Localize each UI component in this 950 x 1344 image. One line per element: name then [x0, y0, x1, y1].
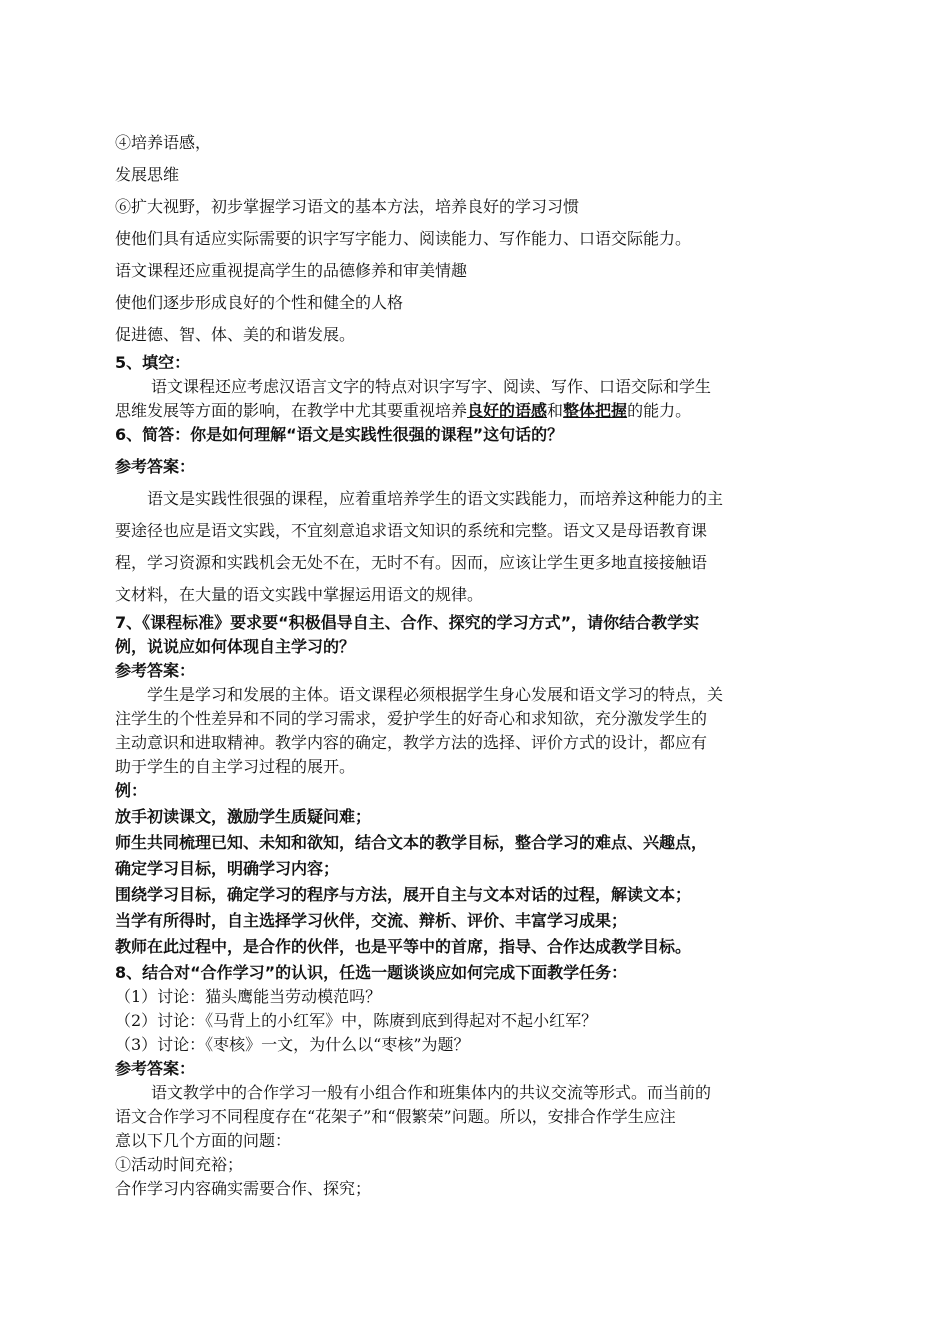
example-item: 教师在此过程中，是合作的伙伴，也是平等中的首席，指导、合作达成教学目标。 [115, 937, 692, 956]
discussion-item: （1）讨论：猫头鹰能当劳动模范吗？ [115, 987, 382, 1006]
text-line: ④培养语感， [115, 133, 212, 152]
text-line: 发展思维 [115, 165, 180, 184]
answer-text: 注学生的个性差异和不同的学习需求，爱护学生的好奇心和求知欲，充分激发学生的 [115, 709, 708, 728]
question-6-title: 6、简答：你是如何理解“语文是实践性很强的课程”这句话的？ [115, 425, 564, 444]
example-item: 放手初读课文，激励学生质疑问难； [115, 807, 372, 826]
example-item: 确定学习目标，明确学习内容； [115, 859, 340, 878]
answer-text: 程，学习资源和实践机会无处不在，无时不有。因而，应该让学生更多地直接接触语 [115, 553, 708, 572]
text-line: 使他们逐步形成良好的个性和健全的人格 [115, 293, 404, 312]
answer-text: 文材料，在大量的语文实践中掌握运用语文的规律。 [115, 585, 484, 604]
example-item: 围绕学习目标，确定学习的程序与方法，展开自主与文本对话的过程，解读文本； [115, 885, 692, 904]
example-item: 当学有所得时，自主选择学习伙伴，交流、辩析、评价、丰富学习成果； [115, 911, 628, 930]
example-item: 师生共同梳理已知、未知和欲知，结合文本的教学目标，整合学习的难点、兴趣点， [115, 833, 708, 852]
answer-text: 助于学生的自主学习过程的展开。 [115, 757, 356, 776]
answer-text: 意以下几个方面的问题： [115, 1131, 292, 1150]
answer-label: 参考答案： [115, 457, 196, 476]
answer-text: 语文教学中的合作学习一般有小组合作和班集体内的共议交流等形式。而当前的 [151, 1083, 712, 1102]
answer-text: 语文合作学习不同程度存在“花架子”和“假繁荣”问题。所以，安排合作学生应注 [115, 1107, 676, 1126]
text-line: ⑥扩大视野，初步掌握学习语文的基本方法，培养良好的学习习惯 [115, 197, 580, 216]
example-label: 例： [115, 781, 148, 800]
question-8-title: 8、结合对“合作学习”的认识，任选一题谈谈应如何完成下面教学任务： [115, 963, 628, 982]
question-7-title: 7、《课程标准》要求要“积极倡导自主、合作、探究的学习方式”，请你结合教学实 [115, 613, 700, 632]
text-line: 促进德、智、体、美的和谐发展。 [115, 325, 356, 344]
answer-text: 主动意识和进取精神。教学内容的确定，教学方法的选择、评价方式的设计，都应有 [115, 733, 708, 752]
answer-text: 要途径也应是语文实践，不宜刻意追求语文知识的系统和完整。语文又是母语教育课 [115, 521, 708, 540]
point-item: 合作学习内容确实需要合作、探究； [115, 1179, 372, 1198]
text-line: 使他们具有适应实际需要的识字写字能力、阅读能力、写作能力、口语交际能力。 [115, 229, 692, 248]
answer-text: 学生是学习和发展的主体。语文课程必须根据学生身心发展和语文学习的特点，关 [147, 685, 724, 704]
question-5-text: 语文课程还应考虑汉语言文字的特点对识字写字、阅读、写作、口语交际和学生 [151, 377, 712, 396]
discussion-item: （3）讨论：《枣核》一文，为什么以“枣核”为题？ [115, 1035, 470, 1054]
question-5-title: 5、填空： [115, 353, 191, 372]
discussion-item: （2）讨论：《马背上的小红军》中，陈赓到底到得起对不起小红军？ [115, 1011, 598, 1030]
answer-blank: 良好的语感 [467, 401, 548, 420]
answer-label: 参考答案： [115, 661, 196, 680]
text-line: 语文课程还应重视提高学生的品德修养和审美情趣 [115, 261, 468, 280]
answer-label: 参考答案： [115, 1059, 196, 1078]
question-5-text: 思维发展等方面的影响，在教学中尤其要重视培养良好的语感和整体把握的能力。 [115, 401, 692, 420]
answer-blank: 整体把握 [563, 401, 628, 420]
answer-text: 语文是实践性很强的课程，应着重培养学生的语文实践能力，而培养这种能力的主 [147, 489, 724, 508]
point-item: ①活动时间充裕； [115, 1155, 244, 1174]
question-7-title: 例，说说应如何体现自主学习的？ [115, 637, 356, 656]
